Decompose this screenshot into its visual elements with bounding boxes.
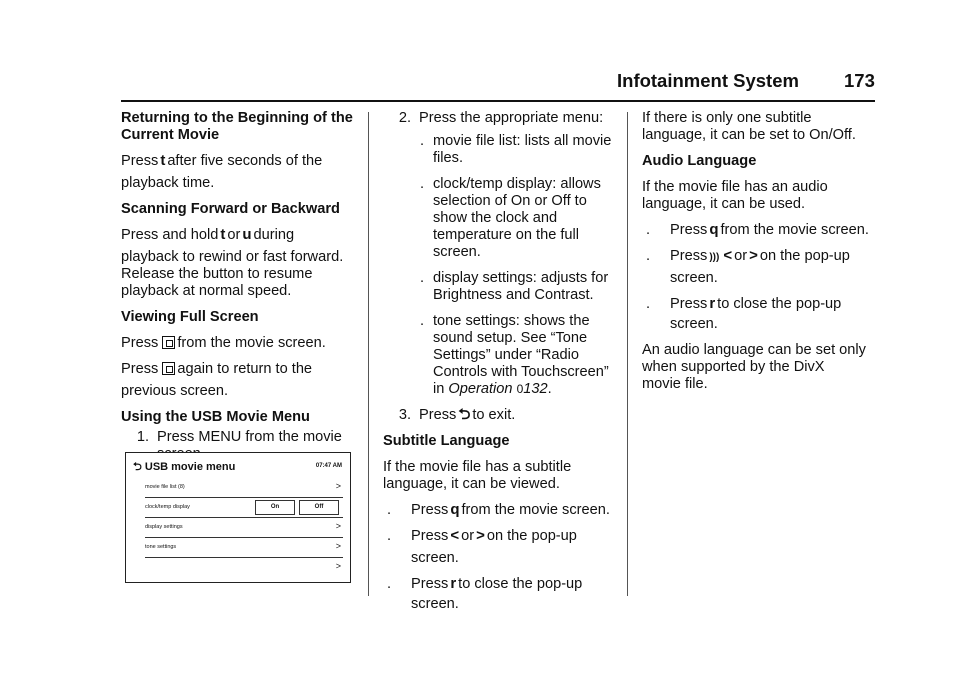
heading-usb-menu: Using the USB Movie Menu — [121, 409, 310, 425]
chevron-left-icon: < — [450, 527, 460, 544]
chevron-right-icon: > — [476, 527, 485, 544]
column-divider-left — [368, 112, 369, 596]
bullet-icon: . — [646, 222, 651, 238]
full-screen-icon — [162, 336, 175, 349]
screen-menu-item: tone settings > — [145, 538, 343, 558]
right-arrow-icon: r — [709, 295, 716, 312]
bullet-display-settings: . display settings: adjusts for Brightness and Contrast. — [411, 270, 623, 304]
audio-step-1: . Press q from the movie screen. — [642, 222, 877, 239]
return-instruction: Press t after five seconds of the — [121, 152, 323, 169]
scan-line-2: playback to rewind or fast forward. — [121, 249, 344, 265]
screen-menu-item: clock/temp display On Off — [145, 498, 343, 518]
column-divider-right — [627, 112, 628, 596]
page-number: 173 — [844, 70, 875, 91]
subtitle-step-3: . Press r to close the pop-up screen. — [383, 576, 623, 613]
chevron-right-icon: > — [335, 481, 341, 491]
screen-menu-item: display settings > — [145, 518, 343, 538]
full-screen-instruction: Press from the movie screen. — [121, 335, 326, 351]
chevron-left-icon: < — [723, 247, 733, 264]
left-arrow-icon: q — [450, 501, 460, 518]
bullet-movie-file-list: . movie file list: lists all movie files. — [411, 133, 623, 167]
audio-step-3: . Press r to close the pop-up screen. — [642, 296, 877, 333]
bullet-icon: . — [387, 528, 392, 544]
bullet-icon: . — [419, 270, 425, 286]
column-2 — [383, 110, 623, 613]
audio-note-3: movie file. — [642, 376, 708, 392]
page-header-title: Infotainment System — [617, 70, 799, 91]
chevron-right-icon: > — [749, 247, 758, 264]
subtitle-on-off: If there is only one subtitle — [642, 110, 812, 126]
subtitle-intro-2: language, it can be viewed. — [383, 476, 560, 492]
left-arrow-icon: q — [709, 221, 719, 238]
subtitle-intro: If the movie file has a subtitle — [383, 459, 572, 475]
return-instruction-2: playback time. — [121, 175, 215, 191]
heading-full-screen: Viewing Full Screen — [121, 309, 259, 325]
bullet-icon: . — [419, 176, 425, 192]
audio-intro-2: language, it can be used. — [642, 196, 806, 212]
bullet-icon: . — [419, 133, 425, 149]
full-screen-return: Press again to return to the — [121, 361, 313, 377]
column-1 — [121, 110, 361, 463]
subtitle-step-2: . Press < or > on the pop-up screen. — [383, 528, 623, 567]
back-icon: ⮌ — [458, 406, 471, 423]
bullet-clock-temp: . clock/temp display: allows selection of On or Off to show the clock and temperature on the full screen. — [411, 176, 623, 261]
previous-track-icon: t — [220, 226, 226, 243]
chevron-right-icon: > — [335, 521, 341, 531]
audio-note: An audio language can be set only — [642, 342, 866, 358]
subtitle-step-1: . Press q from the movie screen. — [383, 502, 623, 519]
page-reference-icon: 0 — [516, 382, 524, 396]
screen-title: ⮌ USB movie menu — [133, 461, 236, 473]
screen-menu-item: movie file list (8) > — [145, 478, 343, 498]
audio-intro: If the movie file has an audio — [642, 179, 828, 195]
header-rule — [121, 100, 875, 102]
heading-return: Returning to the Beginning of the — [121, 110, 353, 126]
scan-line-4: playback at normal speed. — [121, 283, 292, 299]
full-screen-icon — [162, 362, 175, 375]
usb-movie-menu-screen — [125, 452, 351, 583]
audio-step-2: . Press ))) < or > on the pop-up screen. — [642, 248, 877, 287]
right-arrow-icon: r — [450, 575, 457, 592]
column-3 — [642, 110, 877, 393]
heading-return-2: Current Movie — [121, 127, 220, 143]
audio-note-2: when supported by the DivX — [642, 359, 825, 375]
screen-clock: 07:47 AM — [315, 463, 342, 469]
step-3: 3. Press ⮌ to exit. — [398, 406, 516, 423]
full-screen-return-2: previous screen. — [121, 383, 229, 399]
next-track-icon: u — [242, 226, 252, 243]
chevron-right-icon: > — [335, 561, 341, 571]
scan-instruction: Press and hold t or u during — [121, 226, 295, 243]
subtitle-on-off-2: language, it can be set to On/Off. — [642, 127, 856, 143]
chevron-right-icon: > — [335, 541, 341, 551]
step-2: 2. Press the appropriate menu: — [398, 110, 604, 126]
heading-subtitle-language: Subtitle Language — [383, 433, 510, 449]
bullet-icon: . — [419, 313, 425, 329]
bullet-tone-settings: . tone settings: shows the sound setup. See “Tone Settings” under “Radio Controls with Touchscreen” in Operation 0132. — [411, 313, 623, 398]
previous-track-icon: t — [160, 152, 166, 169]
bullet-icon: . — [387, 502, 392, 518]
step-1: 1. Press MENU from the movie — [136, 429, 342, 445]
screen-menu-item — [145, 558, 343, 578]
screen-on-button: On — [255, 500, 295, 515]
audio-icon: ))) — [709, 252, 720, 263]
heading-audio-language: Audio Language — [642, 153, 757, 169]
bullet-icon: . — [646, 248, 651, 264]
scan-line-3: Release the button to resume — [121, 266, 313, 282]
screen-off-button: Off — [299, 500, 339, 515]
bullet-icon: . — [646, 296, 651, 312]
heading-scan: Scanning Forward or Backward — [121, 201, 340, 217]
bullet-icon: . — [387, 576, 392, 592]
back-arrow-icon: ⮌ — [133, 461, 142, 473]
